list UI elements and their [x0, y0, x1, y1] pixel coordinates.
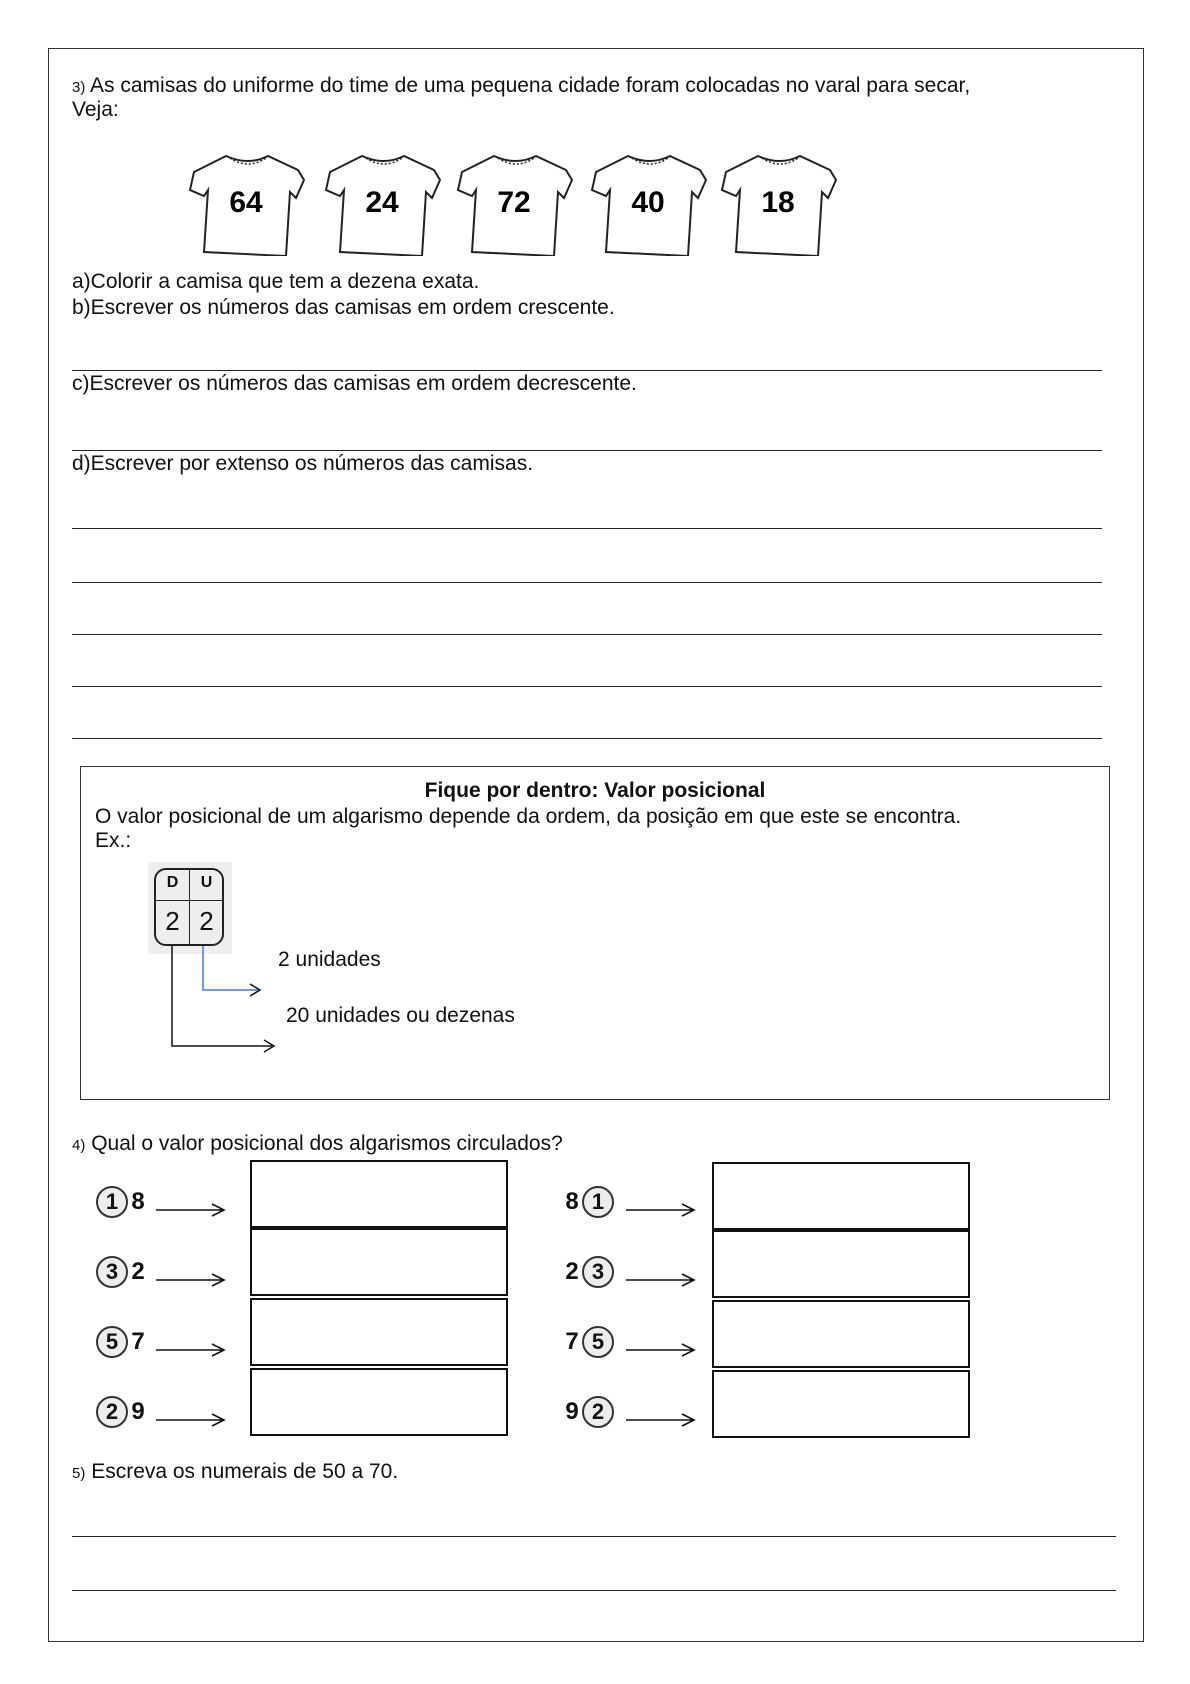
answer-box-right-4[interactable] [712, 1370, 970, 1438]
q3-item-a: a)Colorir a camisa que tem a dezena exata. [72, 270, 480, 293]
circled-digit: 5 [582, 1326, 614, 1358]
circled-digit: 3 [96, 1256, 128, 1288]
shirt-3[interactable] [454, 152, 574, 256]
info-box [80, 766, 1110, 1100]
header-tens: D [166, 874, 179, 891]
answer-line-d-2[interactable] [72, 582, 1102, 583]
answer-line-b[interactable] [72, 370, 1102, 371]
q3-item-d: d)Escrever por extenso os números das camisas. [72, 452, 534, 475]
shirt-number: 64 [229, 186, 263, 219]
answer-line-d-3[interactable] [72, 634, 1102, 635]
shirt-number: 72 [497, 186, 531, 219]
answer-box-left-2[interactable] [250, 1228, 508, 1296]
q4-right-item-3: 7 5 [562, 1326, 614, 1358]
q4-left-item-2: 3 2 [96, 1256, 148, 1288]
answer-box-right-3[interactable] [712, 1300, 970, 1368]
circled-digit: 2 [96, 1396, 128, 1428]
q3-number: 3) [72, 79, 86, 96]
q3-item-c: c)Escrever os números das camisas em ordem decrescente. [72, 372, 637, 395]
digit-tens: 2 [165, 906, 180, 936]
shirt-number: 18 [761, 186, 795, 219]
shirt-number: 24 [365, 186, 399, 219]
q3-item-b: b)Escrever os números das camisas em ordem crescente. [72, 296, 615, 319]
q4-left-item-1: 1 8 [96, 1186, 148, 1218]
label-units: 2 unidades [278, 948, 381, 971]
shirt-2[interactable] [322, 152, 442, 256]
circled-digit: 3 [582, 1256, 614, 1288]
header-units: U [200, 874, 213, 891]
info-title: Fique por dentro: Valor posicional [424, 779, 766, 802]
info-example: Ex.: [95, 829, 132, 852]
answer-line-q5-1[interactable] [72, 1536, 1116, 1537]
q4-text: 4) Qual o valor posicional dos algarismos circulados? [72, 1132, 563, 1155]
label-tens: 20 unidades ou dezenas [286, 1004, 515, 1027]
answer-line-d-5[interactable] [72, 738, 1102, 739]
q4-right-item-2: 2 3 [562, 1256, 614, 1288]
answer-line-q5-2[interactable] [72, 1590, 1116, 1591]
answer-line-d-1[interactable] [72, 528, 1102, 529]
q5-text: 5) Escreva os numerais de 50 a 70. [72, 1460, 399, 1483]
shirt-5[interactable] [718, 152, 838, 256]
circled-digit: 1 [96, 1186, 128, 1218]
answer-box-right-2[interactable] [712, 1230, 970, 1298]
shirt-4[interactable] [588, 152, 708, 256]
circled-digit: 1 [582, 1186, 614, 1218]
q4-right-item-4: 9 2 [562, 1396, 614, 1428]
place-value-chart [148, 862, 232, 954]
shirt-number: 40 [631, 186, 665, 219]
answer-box-left-1[interactable] [250, 1160, 508, 1228]
q4-right-item-1: 8 1 [562, 1186, 614, 1218]
q4-left-item-4: 2 9 [96, 1396, 148, 1428]
q3-text-line1: 3) As camisas do uniforme do time de uma pequena cidade foram colocadas no varal para secar, [72, 74, 971, 97]
circled-digit: 2 [582, 1396, 614, 1428]
answer-box-left-3[interactable] [250, 1298, 508, 1366]
answer-line-d-4[interactable] [72, 686, 1102, 687]
info-text: O valor posicional de um algarismo depende da ordem, da posição em que este se encontra. [95, 805, 962, 828]
q4-left-item-3: 5 7 [96, 1326, 148, 1358]
q5-number: 5) [72, 1465, 86, 1482]
digit-units: 2 [199, 906, 214, 936]
circled-digit: 5 [96, 1326, 128, 1358]
answer-line-c[interactable] [72, 450, 1102, 451]
answer-box-left-4[interactable] [250, 1368, 508, 1436]
q4-number: 4) [72, 1137, 86, 1154]
shirt-1[interactable] [186, 152, 306, 256]
q3-text-line2: Veja: [72, 98, 119, 121]
answer-box-right-1[interactable] [712, 1162, 970, 1230]
